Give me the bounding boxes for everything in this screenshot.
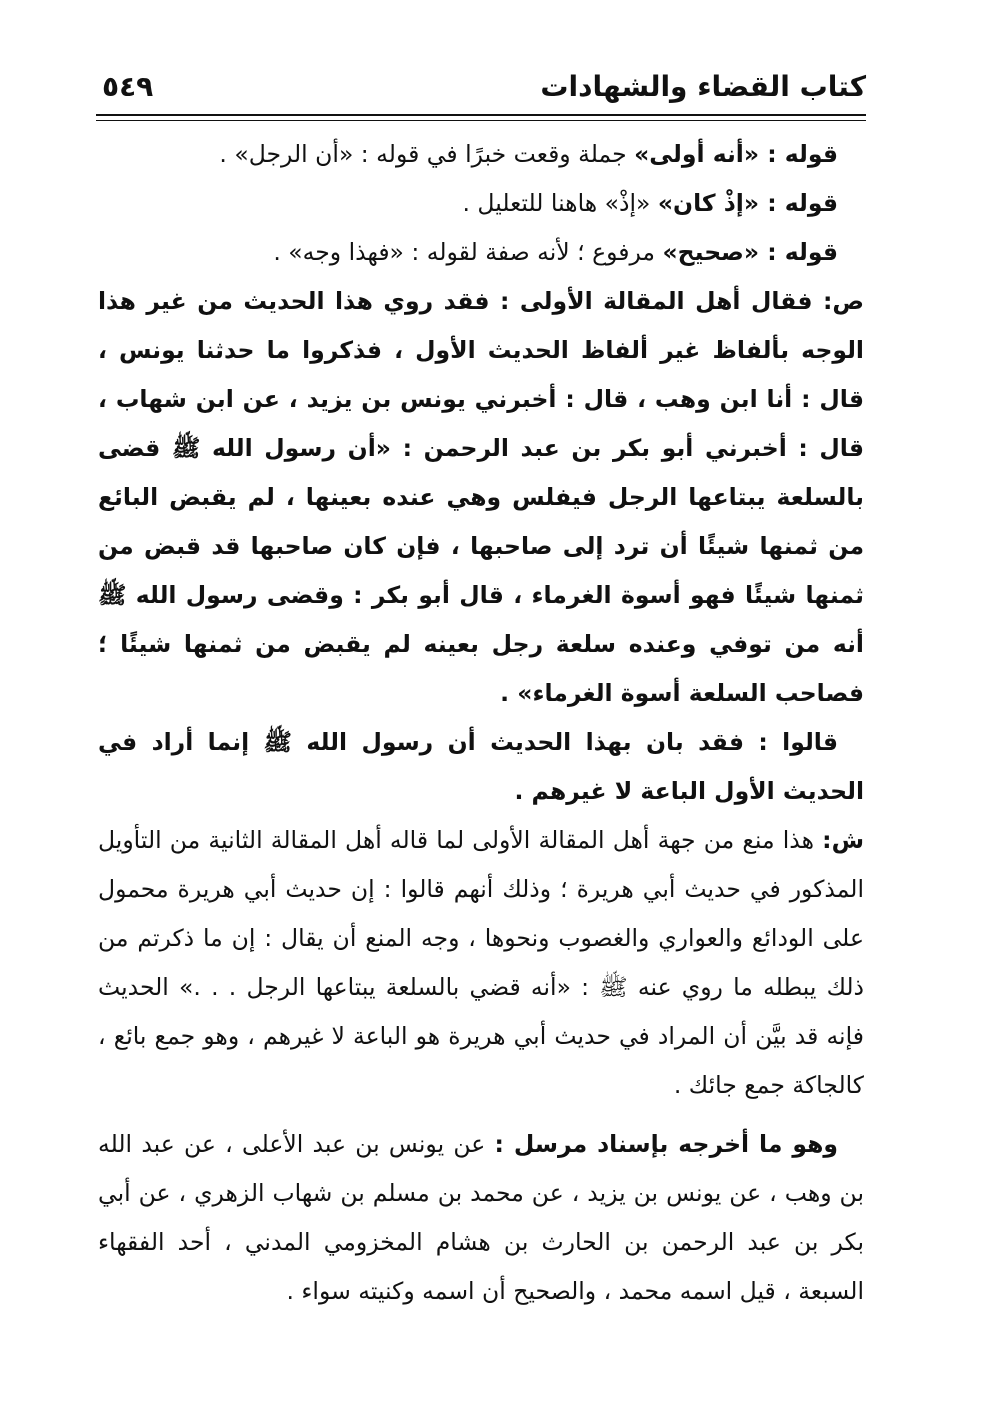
paragraph-main-text: [98, 277, 864, 718]
running-title: كتاب القضاء والشهادات: [540, 70, 866, 103]
header-rule-thick: [96, 114, 866, 116]
paragraph-text: عن يونس بن عبد الأعلى ، عن عبد الله بن وهب ، عن يونس بن يزيد ، عن محمد بن مسلم بن شهاب الزهري ، عن أبي بكر بن عبد الرحمن بن الحارث بن هشام المخزومي المدني ، أحد الفقهاء السبعة ، قيل اسمه محمد ، والصحيح أن اسمه وكنيته سواء .: [98, 1130, 864, 1305]
paragraph-text: «إذْ» هاهنا للتعليل .: [462, 189, 658, 217]
paragraph-text: هذا منع من جهة أهل المقالة الأولى لما قاله أهل المقالة الثانية من التأويل المذكور في حديث أبي هريرة ؛ وذلك أنهم قالوا : إن حديث أبي هريرة محمول على الودائع والعواري والغصوب ونحوها ، وجه المنع أن يقال : إن ما ذكرتم من ذلك يبطله ما روي عنه ﷺ : «أنه قضي بالسلعة يبتاعها الرجل . . .» الحديث فإنه قد بيَّن أن المراد في حديث أبي هريرة هو الباعة لا غيرهم ، وهو جمع بائع ، كالجاكة جمع جائك .: [98, 826, 864, 1099]
paragraph-lead: قوله : «صحيح»: [662, 238, 838, 266]
paragraph-lead: ش:: [822, 826, 864, 854]
paragraph-sharh: [98, 816, 864, 1110]
paragraph-lead: قوله : «إذْ كان»: [657, 189, 838, 217]
paragraph-text: مرفوع ؛ لأنه صفة لقوله : «فهذا وجه» .: [273, 238, 663, 266]
paragraph-commentary-1: [98, 130, 864, 179]
paragraph-isnad: [98, 1120, 864, 1316]
page-header: [96, 66, 866, 112]
paragraph-commentary-3: [98, 228, 864, 277]
paragraph-lead: وهو ما أخرجه بإسناد مرسل :: [494, 1130, 838, 1158]
paragraph-text: قالوا : فقد بان بهذا الحديث أن رسول الله ﷺ إنما أراد في الحديث الأول الباعة لا غيرهم .: [98, 728, 864, 805]
paragraph-conclusion: [98, 718, 864, 816]
body-text: [98, 130, 864, 1316]
page-number: ٥٤٩: [102, 70, 154, 103]
paragraph-commentary-2: [98, 179, 864, 228]
header-rule-thin: [96, 120, 866, 121]
paragraph-text: ص: فقال أهل المقالة الأولى : فقد روي هذا الحديث من غير هذا الوجه بألفاظ غير ألفاظ الحديث الأول ، فذكروا ما حدثنا يونس ، قال : أنا ابن وهب ، قال : أخبرني يونس بن يزيد ، عن ابن شهاب ، قال : أخبرني أبو بكر بن عبد الرحمن : «أن رسول الله ﷺ قضى بالسلعة يبتاعها الرجل فيفلس وهي عنده بعينها ، لم يقبض البائع من ثمنها شيئًا أن ترد إلى صاحبها ، فإن كان صاحبها قد قبض من ثمنها شيئًا فهو أسوة الغرماء ، قال أبو بكر : وقضى رسول الله ﷺ أنه من توفي وعنده سلعة رجل بعينه لم يقبض من ثمنها شيئًا ؛ فصاحب السلعة أسوة الغرماء» .: [98, 287, 864, 707]
paragraph-lead: قوله : «أنه أولى»: [634, 140, 838, 168]
paragraph-text: جملة وقعت خبرًا في قوله : «أن الرجل» .: [219, 140, 635, 168]
